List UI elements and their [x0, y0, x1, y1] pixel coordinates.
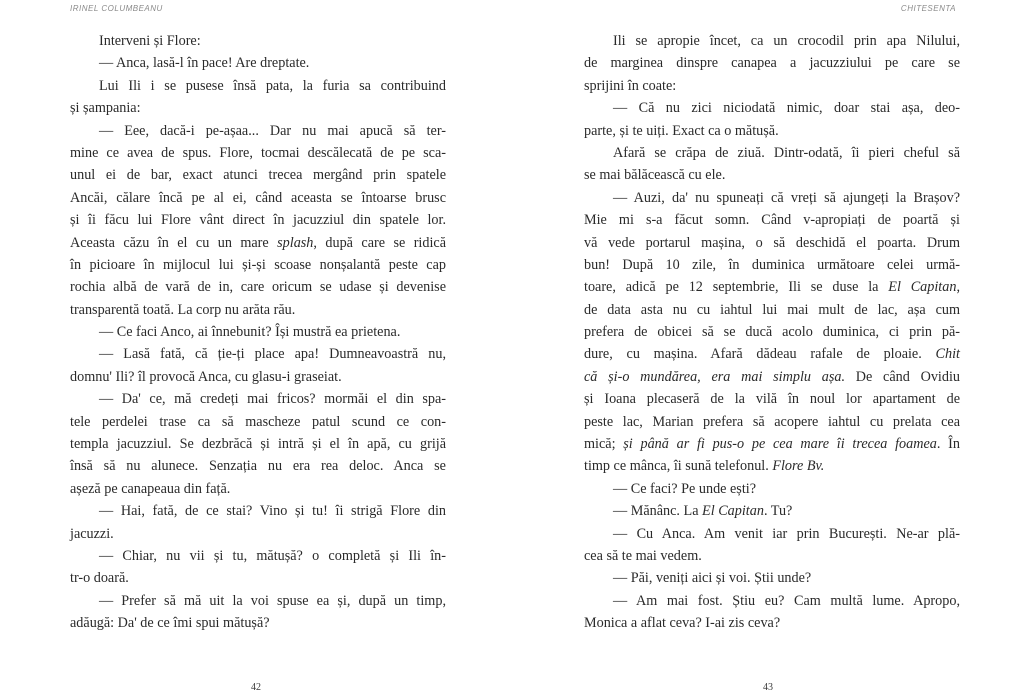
text-line: prefera de obicei să se ducă acolo duminica, ci prin pă- [584, 324, 960, 341]
text-line: se mai bălăcească cu ele. [584, 167, 726, 184]
text-line: mine ce avea de spus. Flore, tocmai descălecată de pe sca- [70, 144, 446, 161]
text-line: Ili se apropie încet, ca un crocodil prin apa Nilului, [613, 33, 960, 49]
text-line: de marginea dinspre canapea a jacuzziului pe care se [584, 55, 960, 72]
text-line: jacuzzi. [70, 525, 114, 542]
text-line: Monica a aflat ceva? I-ai zis ceva? [584, 615, 781, 632]
text-line: — Păi, veniți aici și voi. Știi unde? [613, 570, 812, 587]
text-line: — Mănânc. La El Capitan. Tu? [613, 503, 793, 520]
italic-text: El Capitan [702, 503, 764, 520]
text-line: — Auzi, da' nu spuneați că vreți să ajungeți la Brașov? [613, 189, 960, 206]
text-line: bun! După 10 zile, în duminica următoare celei urmă- [584, 256, 960, 273]
text-line: Ancăi, călare încă pe al ei, când aceasta se întoarse brusc [70, 189, 446, 206]
running-head-author: IRINEL COLUMBEANU [70, 4, 163, 13]
text-line: — Cu Anca. Am venit iar prin București. Ne-ar plă- [613, 525, 960, 542]
text-line: în picioare în mijlocul lui și-și scoase nonșalantă peste cap [70, 256, 446, 273]
text-line: — Am mai fost. Știu eu? Cam multă lume. Apropo, [613, 592, 960, 609]
text-line: rochia albă de vară de in, care oricum se udase și devenise [70, 279, 446, 296]
text-line: parte, și te uiți. Exact ca o mătușă. [584, 122, 779, 139]
text-line: — Eee, dacă-i pe-așaa... Dar nu mai apucă să ter- [99, 122, 446, 139]
text-line: mică; și până ar fi pus-o pe cea mare îi trecea foamea. În [584, 436, 960, 453]
text-line: — Ce faci? Pe unde ești? [613, 480, 757, 497]
text-line: Lui Ili i se pusese însă pata, la furia sa contribuind [99, 77, 446, 94]
italic-text: splash [277, 234, 314, 251]
body-text [70, 30, 446, 635]
text-line: adăugă: Da' de ce îmi spui mătușă? [70, 615, 270, 632]
text-line: și șampania: [70, 100, 141, 117]
text-line: peste lac, Marian prefera să acopere iahtul cu prelata cea [584, 413, 960, 430]
text-line: — Ce faci Anco, ai înnebunit? Își mustră ea prietena. [99, 324, 401, 341]
text-line: cea să te mai vedem. [584, 547, 702, 564]
text-line: tr-o doară. [70, 570, 129, 587]
text-line: așeză pe canapeaua din față. [70, 480, 231, 497]
text-line: — Chiar, nu vii și tu, mătușă? o completă și Ili în- [99, 547, 446, 564]
italic-text: Flore Bv. [772, 458, 825, 475]
text-line: domnu' Ili? îl provocă Anca, cu glasu-i graseiat. [70, 368, 342, 385]
text-line: de data asta nu cu iahtul lui mai mult de lac, așa cum [584, 301, 960, 318]
italic-text: și până ar fi pus-o pe cea mare îi trecea foamea [623, 436, 937, 453]
italic-text: Chit [935, 346, 960, 363]
text-line: și îi făcu lui Flore vânt direct în jacuzziul din spatele lor. [70, 212, 446, 229]
text-line: dure, cu mașina. Afară dădeau rafale de ploaie. Chit [584, 346, 960, 363]
text-line: însă să nu alunece. Senzația nu era rea deloc. Anca se [70, 458, 446, 475]
text-line: Aceasta căzu în el cu un mare splash, după care se ridică [70, 234, 447, 251]
text-line: — Lasă fată, că ție-ți place apa! Dumneavoastră nu, [99, 346, 446, 363]
text-line: transparentă toată. La corp nu arăta rău. [70, 301, 296, 318]
italic-text: că și-o mundărea, era mai simplu așa. [584, 368, 846, 385]
page-number: 42 [251, 682, 261, 693]
text-line: Afară se crăpa de ziuă. Dintr-odată, îi pieri cheful să [613, 144, 960, 161]
running-head-title: CHITESENTA [900, 4, 956, 13]
text-line: templa jacuzziul. Se dezbrăcă și intră și el în apă, cu grijă [70, 436, 446, 453]
text-line: — Prefer să mă uit la voi spuse ea și, după un timp, [99, 592, 446, 609]
italic-text: El Capitan [888, 279, 957, 296]
text-line: toare, adică pe 12 septembrie, Ili se duse la El Capitan, [584, 279, 960, 296]
text-line: și Ioana plecaseră de la vilă în noul lor apartament de [584, 391, 960, 408]
text-line: — Da' ce, mă credeți mai fricos? mormăi el din spa- [99, 391, 446, 408]
text-line: Interveni și Flore: [99, 33, 201, 49]
text-line: timp ce mânca, îi sună telefonul. Flore Bv. [584, 458, 825, 475]
text-line: tele perdelei trase ca să mascheze patul scund ce con- [70, 413, 446, 430]
text-line: vă vede portarul mașina, o să deschidă el poarta. Drum [584, 234, 960, 251]
text-line: sprijini în coate: [584, 77, 677, 94]
right-page [513, 0, 1026, 700]
page-number: 43 [763, 682, 773, 693]
text-line: că și-o mundărea, era mai simplu așa. De când Ovidiu [584, 368, 960, 385]
text-line: unul ei de bar, exact atunci trecea mergând prin spatele [70, 167, 446, 184]
text-line: — Că nu zici niciodată nimic, doar stai așa, deo- [613, 100, 960, 117]
text-line: — Hai, fată, de ce stai? Vino și tu! îi strigă Flore din [99, 503, 446, 520]
body-text [584, 30, 960, 635]
text-line: — Anca, lasă-l în pace! Are dreptate. [99, 55, 310, 72]
text-line: Mie mi s-a făcut somn. Când v-apropiați de poartă și [584, 212, 960, 229]
